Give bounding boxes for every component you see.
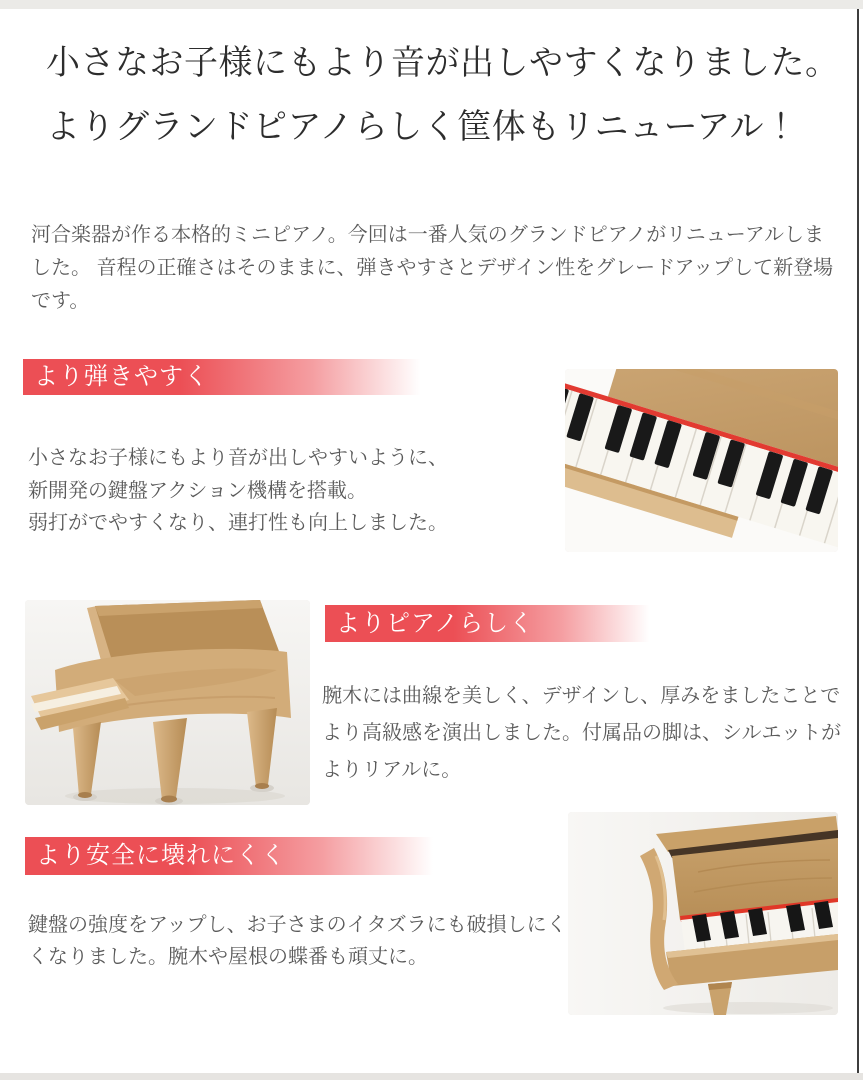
section-label-easier-to-play bbox=[23, 359, 437, 395]
keyboard-closeup-photo bbox=[565, 369, 838, 552]
intro-line-1: 河合楽器が作る本格的ミニピアノ。今回は一番人気のグランドピアノがリニューアルしました。 bbox=[31, 224, 824, 279]
section-body-safer-more-durable bbox=[28, 910, 567, 973]
piano-front-corner-photo bbox=[568, 812, 838, 1015]
page-top-border bbox=[0, 0, 863, 9]
section-label-more-piano-like bbox=[325, 605, 663, 642]
section-label-safer-more-durable bbox=[25, 837, 450, 875]
headline-line-2: よりグランドピアノらしく筐体もリニューアル！ bbox=[46, 108, 799, 146]
body-line: よりリアルに。 bbox=[322, 759, 462, 781]
body-line: 弱打がでやすくなり、連打性も向上しました。 bbox=[28, 512, 448, 534]
body-line: 鍵盤の強度をアップし、お子さまのイタズラにも破損しにく bbox=[28, 914, 567, 936]
section-label-text: よりピアノらしく bbox=[336, 610, 535, 637]
intro-paragraph bbox=[31, 219, 837, 318]
body-line: 新開発の鍵盤アクション機構を搭載。 bbox=[28, 479, 367, 502]
page-right-border bbox=[857, 9, 859, 1073]
body-line: より高級感を演出しました。付属品の脚は、シルエットが bbox=[322, 722, 842, 744]
body-line: 小さなお子様にもより音が出しやすいように、 bbox=[28, 447, 448, 469]
headline-line-1: 小さなお子様にもより音が出しやすくなりました。 bbox=[46, 44, 840, 82]
body-line: くなりました。腕木や屋根の蝶番も頑丈に。 bbox=[28, 945, 428, 968]
section-label-text: より弾きやすく bbox=[34, 363, 209, 390]
section-label-text: より安全に壊れにくく bbox=[36, 842, 286, 869]
section-body-more-piano-like bbox=[322, 678, 841, 789]
section-body-easier-to-play bbox=[28, 442, 448, 540]
piano-legs-photo bbox=[25, 600, 310, 805]
body-line: 腕木には曲線を美しく、デザインし、厚みをましたことで bbox=[322, 685, 841, 707]
page-bottom-border bbox=[0, 1073, 863, 1080]
intro-line-2: 音程の正確さはそのままに、弾きやすさとデザイン性をグレードアップして新登場です。 bbox=[31, 257, 834, 312]
